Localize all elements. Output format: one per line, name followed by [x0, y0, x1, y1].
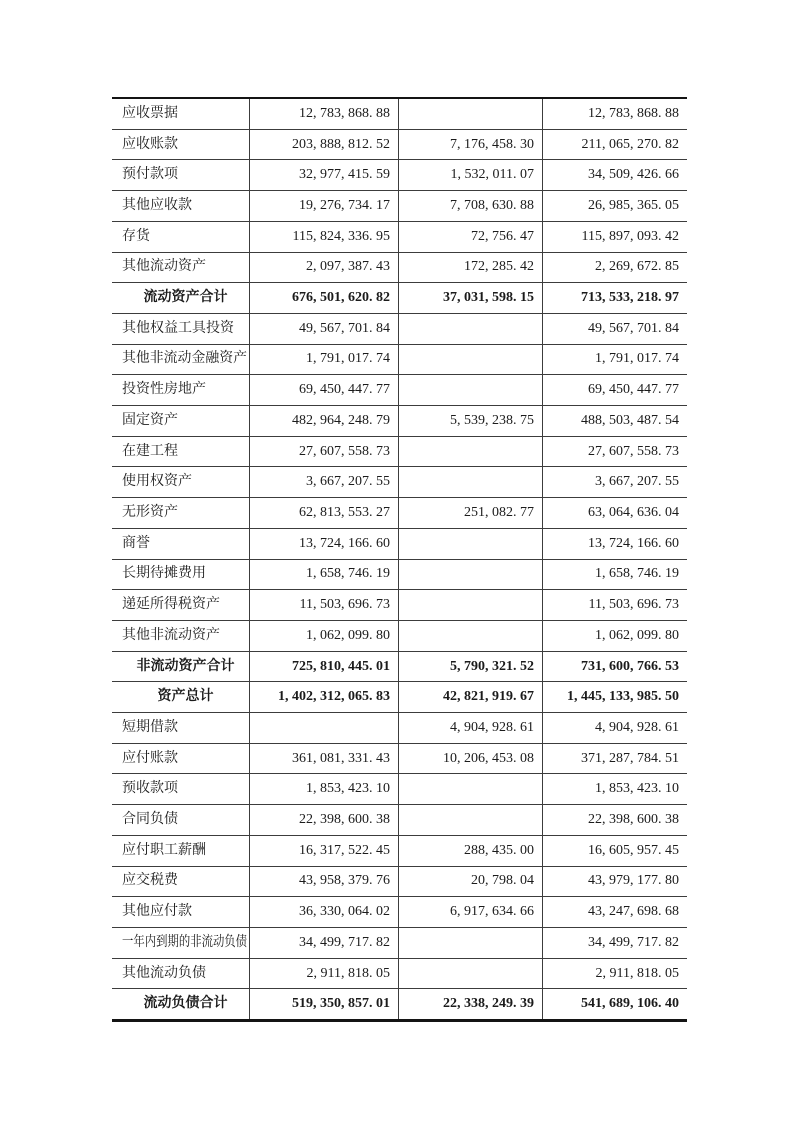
item-label: 预付款项	[122, 167, 178, 183]
item-cell	[112, 713, 250, 743]
subtotal-row	[112, 988, 687, 1019]
amount-cell	[399, 621, 543, 651]
table-row	[112, 958, 687, 989]
table-row	[112, 374, 687, 405]
amount-cell: 519, 350, 857. 01	[250, 989, 399, 1019]
subtotal-row	[112, 282, 687, 313]
table-row	[112, 589, 687, 620]
balance-sheet-table	[112, 97, 687, 1022]
table-row	[112, 497, 687, 528]
amount-cell: 676, 501, 620. 82	[250, 283, 399, 313]
amount-cell: 172, 285. 42	[399, 253, 543, 283]
item-label: 其他应付款	[122, 904, 192, 920]
amount-cell: 49, 567, 701. 84	[588, 320, 679, 336]
table-row	[112, 773, 687, 804]
amount-cell: 1, 658, 746. 19	[595, 566, 679, 582]
amount-cell: 2, 269, 672. 85	[595, 259, 679, 275]
amount-cell: 203, 888, 812. 52	[250, 130, 399, 160]
item-label: 合同负债	[122, 812, 178, 828]
amount-cell: 211, 065, 270. 82	[581, 136, 679, 152]
item-label: 在建工程	[122, 443, 178, 459]
amount-cell: 26, 985, 365. 05	[588, 197, 679, 213]
amount-cell: 361, 081, 331. 43	[250, 744, 399, 774]
item-label: 非流动资产合计	[136, 658, 235, 674]
item-cell	[112, 928, 250, 958]
subtotal-row	[112, 651, 687, 682]
item-label: 固定资产	[122, 412, 178, 428]
amount-cell	[399, 345, 543, 375]
amount-cell	[399, 467, 543, 497]
item-label: 一年内到期的非流动负债	[122, 934, 248, 950]
table-row	[112, 866, 687, 897]
amount-cell: 2, 911, 818. 05	[250, 959, 399, 989]
amount-cell: 371, 287, 784. 51	[581, 750, 679, 766]
amount-cell: 5, 539, 238. 75	[399, 406, 543, 436]
table-row	[112, 344, 687, 375]
amount-cell: 6, 917, 634. 66	[399, 897, 543, 927]
item-cell	[112, 774, 250, 804]
item-label: 递延所得税资产	[122, 597, 220, 613]
amount-cell: 22, 338, 249. 39	[399, 989, 543, 1019]
amount-cell: 43, 958, 379. 76	[250, 867, 399, 897]
amount-cell: 482, 964, 248. 79	[250, 406, 399, 436]
table-row	[112, 190, 687, 221]
item-cell	[112, 805, 250, 835]
item-label: 其他流动资产	[122, 259, 206, 275]
table-row	[112, 896, 687, 927]
item-cell	[112, 130, 250, 160]
amount-cell: 1, 062, 099. 80	[250, 621, 399, 651]
amount-cell: 49, 567, 701. 84	[250, 314, 399, 344]
item-cell	[112, 744, 250, 774]
amount-cell: 22, 398, 600. 38	[588, 812, 679, 828]
item-cell	[112, 314, 250, 344]
table-row	[112, 313, 687, 344]
table-row	[112, 835, 687, 866]
amount-cell: 10, 206, 453. 08	[399, 744, 543, 774]
amount-cell: 62, 813, 553. 27	[250, 498, 399, 528]
item-label: 其他流动负债	[122, 965, 206, 981]
item-label: 其他非流动资产	[122, 627, 220, 643]
item-cell	[112, 160, 250, 190]
amount-cell: 43, 979, 177. 80	[588, 873, 679, 889]
item-label: 长期待摊费用	[122, 566, 206, 582]
item-label: 使用权资产	[122, 474, 192, 490]
amount-cell: 69, 450, 447. 77	[250, 375, 399, 405]
amount-cell: 16, 317, 522. 45	[250, 836, 399, 866]
amount-cell: 34, 499, 717. 82	[250, 928, 399, 958]
amount-cell: 115, 897, 093. 42	[581, 228, 679, 244]
item-label: 流动资产合计	[143, 290, 228, 306]
item-label: 短期借款	[122, 719, 178, 735]
amount-cell: 1, 658, 746. 19	[250, 560, 399, 590]
amount-cell: 4, 904, 928. 61	[595, 719, 679, 735]
amount-cell: 19, 276, 734. 17	[250, 191, 399, 221]
amount-cell: 1, 532, 011. 07	[399, 160, 543, 190]
amount-cell: 1, 791, 017. 74	[595, 351, 679, 367]
amount-cell: 1, 791, 017. 74	[250, 345, 399, 375]
item-cell	[112, 897, 250, 927]
amount-cell: 115, 824, 336. 95	[250, 222, 399, 252]
item-label: 应收账款	[122, 136, 178, 152]
amount-cell	[250, 713, 399, 743]
amount-cell: 20, 798. 04	[399, 867, 543, 897]
item-cell	[112, 682, 250, 712]
item-cell	[112, 836, 250, 866]
amount-cell: 731, 600, 766. 53	[581, 658, 679, 674]
amount-cell: 34, 509, 426. 66	[588, 167, 679, 183]
item-cell	[112, 467, 250, 497]
amount-cell: 72, 756. 47	[399, 222, 543, 252]
table-row	[112, 712, 687, 743]
item-cell	[112, 375, 250, 405]
item-cell	[112, 959, 250, 989]
item-cell	[112, 283, 250, 313]
amount-cell: 69, 450, 447. 77	[588, 382, 679, 398]
amount-cell: 12, 783, 868. 88	[588, 105, 679, 121]
table-row	[112, 405, 687, 436]
amount-cell: 2, 097, 387. 43	[250, 253, 399, 283]
item-cell	[112, 437, 250, 467]
item-cell	[112, 498, 250, 528]
amount-cell: 288, 435. 00	[399, 836, 543, 866]
item-label: 存货	[122, 228, 150, 244]
amount-cell	[399, 99, 543, 129]
item-cell	[112, 406, 250, 436]
amount-cell: 5, 790, 321. 52	[399, 652, 543, 682]
amount-cell: 27, 607, 558. 73	[250, 437, 399, 467]
item-label: 应付账款	[122, 750, 178, 766]
amount-cell: 1, 853, 423. 10	[250, 774, 399, 804]
item-cell	[112, 867, 250, 897]
amount-cell: 63, 064, 636. 04	[588, 504, 679, 520]
table-row	[112, 252, 687, 283]
amount-cell: 22, 398, 600. 38	[250, 805, 399, 835]
item-cell	[112, 222, 250, 252]
amount-cell	[399, 959, 543, 989]
item-label: 其他非流动金融资产	[122, 351, 247, 367]
item-cell	[112, 191, 250, 221]
amount-cell: 1, 445, 133, 985. 50	[567, 689, 679, 705]
table-row	[112, 743, 687, 774]
item-cell	[112, 529, 250, 559]
amount-cell: 11, 503, 696. 73	[588, 597, 679, 613]
item-cell	[112, 253, 250, 283]
subtotal-row	[112, 681, 687, 712]
amount-cell: 3, 667, 207. 55	[250, 467, 399, 497]
table-row	[112, 620, 687, 651]
table-row	[112, 129, 687, 160]
item-cell	[112, 989, 250, 1019]
table-row	[112, 927, 687, 958]
amount-cell: 13, 724, 166. 60	[588, 535, 679, 551]
amount-cell: 3, 667, 207. 55	[595, 474, 679, 490]
item-cell	[112, 560, 250, 590]
amount-cell	[399, 437, 543, 467]
item-cell	[112, 590, 250, 620]
amount-cell: 16, 605, 957. 45	[588, 842, 679, 858]
item-cell	[112, 621, 250, 651]
item-label: 其他权益工具投资	[122, 320, 234, 336]
amount-cell: 32, 977, 415. 59	[250, 160, 399, 190]
table-row	[112, 804, 687, 835]
amount-cell: 1, 062, 099. 80	[595, 627, 679, 643]
table-row	[112, 436, 687, 467]
amount-cell	[399, 774, 543, 804]
amount-cell: 7, 176, 458. 30	[399, 130, 543, 160]
amount-cell	[399, 590, 543, 620]
table-row	[112, 221, 687, 252]
table-row	[112, 99, 687, 129]
item-label: 应交税费	[122, 873, 178, 889]
amount-cell	[399, 314, 543, 344]
amount-cell: 488, 503, 487. 54	[581, 412, 679, 428]
item-cell	[112, 652, 250, 682]
amount-cell	[399, 529, 543, 559]
amount-cell: 37, 031, 598. 15	[399, 283, 543, 313]
item-label: 流动负债合计	[143, 996, 228, 1012]
amount-cell: 43, 247, 698. 68	[588, 904, 679, 920]
amount-cell: 34, 499, 717. 82	[588, 934, 679, 950]
table-row	[112, 159, 687, 190]
amount-cell: 725, 810, 445. 01	[250, 652, 399, 682]
amount-cell: 251, 082. 77	[399, 498, 543, 528]
amount-cell: 4, 904, 928. 61	[399, 713, 543, 743]
amount-cell	[399, 928, 543, 958]
amount-cell: 11, 503, 696. 73	[250, 590, 399, 620]
amount-cell: 42, 821, 919. 67	[399, 682, 543, 712]
item-label: 其他应收款	[122, 197, 192, 213]
amount-cell: 541, 689, 106. 40	[581, 996, 679, 1012]
table-row	[112, 466, 687, 497]
amount-cell: 13, 724, 166. 60	[250, 529, 399, 559]
item-cell	[112, 345, 250, 375]
amount-cell: 36, 330, 064. 02	[250, 897, 399, 927]
amount-cell: 1, 402, 312, 065. 83	[250, 682, 399, 712]
table-row	[112, 559, 687, 590]
amount-cell	[399, 805, 543, 835]
amount-cell: 7, 708, 630. 88	[399, 191, 543, 221]
amount-cell: 27, 607, 558. 73	[588, 443, 679, 459]
amount-cell: 12, 783, 868. 88	[250, 99, 399, 129]
item-label: 资产总计	[157, 689, 214, 705]
item-label: 无形资产	[122, 504, 178, 520]
amount-cell	[399, 375, 543, 405]
amount-cell: 2, 911, 818. 05	[595, 965, 679, 981]
amount-cell: 1, 853, 423. 10	[595, 781, 679, 797]
item-label: 商誉	[122, 535, 150, 551]
amount-cell: 713, 533, 218. 97	[581, 290, 679, 306]
item-label: 投资性房地产	[122, 382, 206, 398]
item-cell	[112, 99, 250, 129]
item-label: 预收款项	[122, 781, 178, 797]
item-label: 应收票据	[122, 105, 178, 121]
amount-cell	[399, 560, 543, 590]
item-label: 应付职工薪酬	[122, 842, 206, 858]
table-row	[112, 528, 687, 559]
